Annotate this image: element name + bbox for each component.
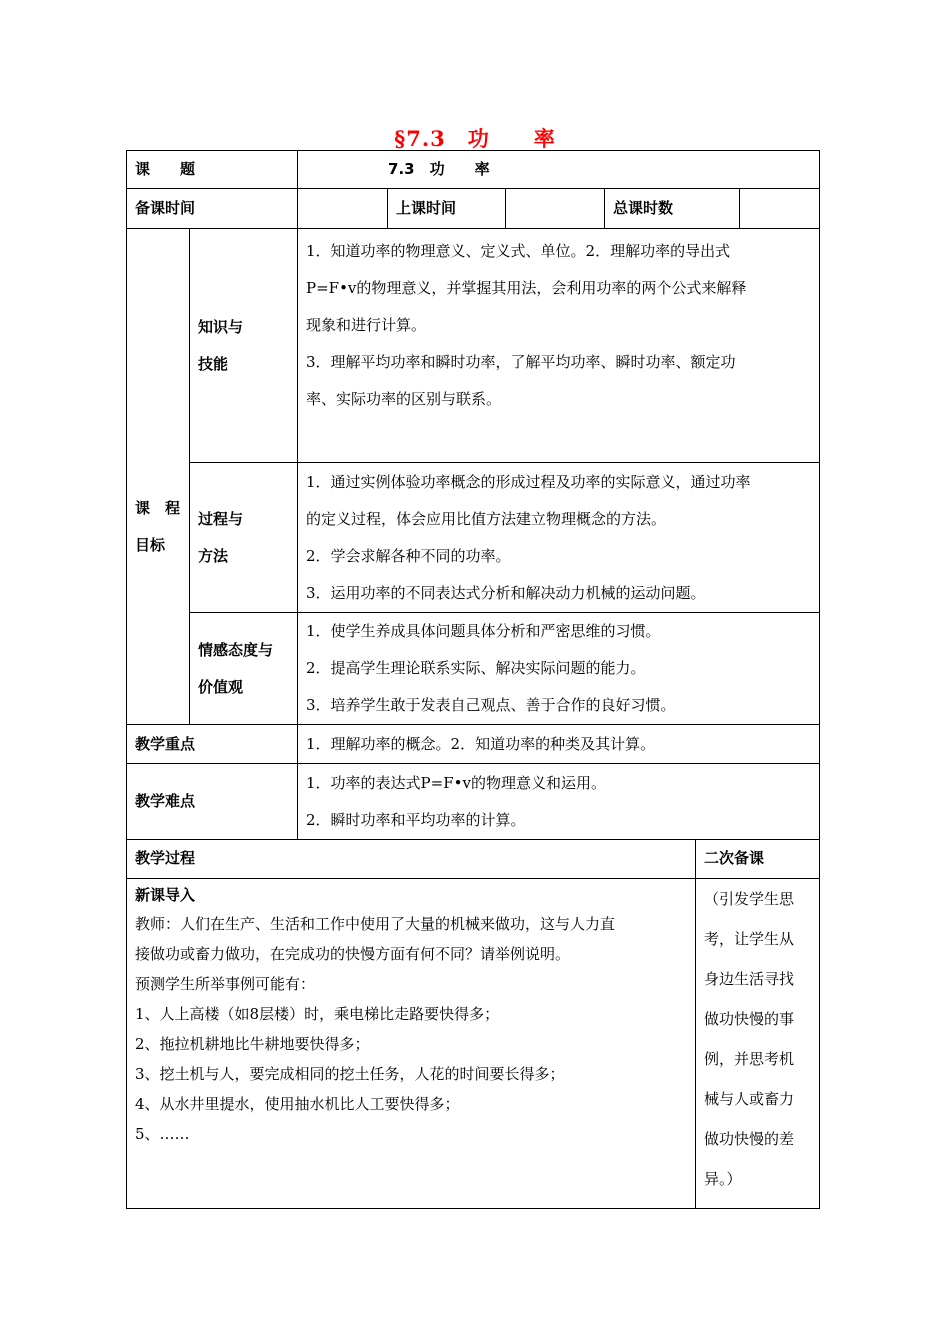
side-note-line: 例，并思考机 <box>704 1049 795 1068</box>
goals-label-line2: 目标 <box>135 535 166 554</box>
lesson-line: 接做功或畜力做功，在完成功的快慢方面有何不同？请举例说明。 <box>135 944 571 963</box>
side-note-line: （引发学生思 <box>704 889 795 908</box>
knowledge-line: 1．知道功率的物理意义、定义式、单位。2．理解功率的导出式 <box>306 242 731 260</box>
side-note-line: 做功快慢的事 <box>704 1009 795 1028</box>
side-note-line: 考，让学生从 <box>704 929 795 948</box>
process-header-row <box>127 840 820 878</box>
side-note <box>696 878 820 1208</box>
lesson-line: 预测学生所举事例可能有： <box>135 974 316 993</box>
lesson-row <box>127 878 820 1208</box>
knowledge-line: P=F•v的物理意义，并掌握其用法，会利用功率的两个公式来解释 <box>306 279 747 297</box>
knowledge-label-line2: 技能 <box>198 354 229 373</box>
side-note-line: 身边生活寻找 <box>704 969 795 988</box>
difficult-line: 1．功率的表达式P=F•v的物理意义和运用。 <box>306 773 606 792</box>
side-note-line: 械与人或畜力 <box>704 1089 795 1108</box>
emotion-line: 2．提高学生理论联系实际、解决实际问题的能力。 <box>306 659 646 677</box>
goals-label-line1: 课 程 <box>135 498 181 517</box>
lesson-content <box>127 878 696 1208</box>
side-note-line: 异。） <box>704 1169 742 1188</box>
difficult-points-content <box>298 764 820 840</box>
prep-time-label: 备课时间 <box>127 189 298 229</box>
second-prep-header: 二次备课 <box>696 840 820 878</box>
topic-row <box>127 151 820 189</box>
knowledge-content <box>298 229 820 463</box>
intro-heading: 新课导入 <box>135 885 196 904</box>
emotion-row <box>127 613 820 725</box>
time-row <box>127 189 820 229</box>
knowledge-line: 现象和进行计算。 <box>306 316 427 334</box>
knowledge-line: 3．理解平均功率和瞬时功率，了解平均功率、瞬时功率、额定功 <box>306 353 736 371</box>
lesson-line: 1、人上高楼（如8层楼）时，乘电梯比走路要快得多； <box>135 1004 500 1023</box>
process-label-line2: 方法 <box>198 546 229 565</box>
side-note-line: 做功快慢的差 <box>704 1129 795 1148</box>
total-hours-label: 总课时数 <box>605 189 740 229</box>
page-title: §7.3 功 率 <box>394 126 556 151</box>
lesson-line: 2、拖拉机耕地比牛耕地要快得多； <box>135 1034 370 1053</box>
difficult-points-row <box>127 764 820 840</box>
knowledge-row <box>127 229 820 463</box>
knowledge-label-line1: 知识与 <box>198 317 244 336</box>
process-header: 教学过程 <box>127 840 696 878</box>
process-label-line1: 过程与 <box>198 509 244 528</box>
total-hours-value <box>740 189 820 229</box>
class-time-label: 上课时间 <box>388 189 506 229</box>
process-label <box>190 463 298 613</box>
key-points-value: 1．理解功率的概念。2．知道功率的种类及其计算。 <box>298 725 820 764</box>
difficult-line: 2．瞬时功率和平均功率的计算。 <box>306 810 526 829</box>
emotion-content <box>298 613 820 725</box>
process-line: 3．运用功率的不同表达式分析和解决动力机械的运动问题。 <box>306 583 706 602</box>
topic-value: 7.3 功 率 <box>298 151 820 189</box>
emotion-line: 3．培养学生敢于发表自己观点、善于合作的良好习惯。 <box>306 696 676 714</box>
emotion-label-line2: 价值观 <box>198 677 244 696</box>
difficult-points-label: 教学难点 <box>127 764 298 840</box>
lesson-line: 3、挖土机与人，要完成相同的挖土任务，人花的时间要长得多； <box>135 1064 565 1083</box>
key-points-label: 教学重点 <box>127 725 298 764</box>
lesson-lines <box>135 909 687 1149</box>
knowledge-line: 率、实际功率的区别与联系。 <box>306 390 502 408</box>
key-points-row <box>127 725 820 764</box>
emotion-label-line1: 情感态度与 <box>198 640 274 659</box>
goals-label <box>127 229 190 725</box>
lesson-plan-table <box>126 150 819 1209</box>
lesson-line: 4、从水井里提水，使用抽水机比人工要快得多； <box>135 1094 460 1113</box>
lesson-line: 教师：人们在生产、生活和工作中使用了大量的机械来做功，这与人力直 <box>135 914 616 933</box>
emotion-label <box>190 613 298 725</box>
process-line: 2．学会求解各种不同的功率。 <box>306 546 511 565</box>
topic-label: 课 题 <box>127 151 298 189</box>
process-row <box>127 463 820 613</box>
process-line: 1．通过实例体验功率概念的形成过程及功率的实际意义，通过功率 <box>306 472 751 491</box>
process-line: 的定义过程，体会应用比值方法建立物理概念的方法。 <box>306 509 667 528</box>
class-time-value <box>506 189 605 229</box>
emotion-line: 1．使学生养成具体问题具体分析和严密思维的习惯。 <box>306 622 661 640</box>
prep-time-value <box>298 189 388 229</box>
process-content <box>298 463 820 613</box>
knowledge-label <box>190 229 298 463</box>
lesson-line: 5、…… <box>135 1124 190 1143</box>
